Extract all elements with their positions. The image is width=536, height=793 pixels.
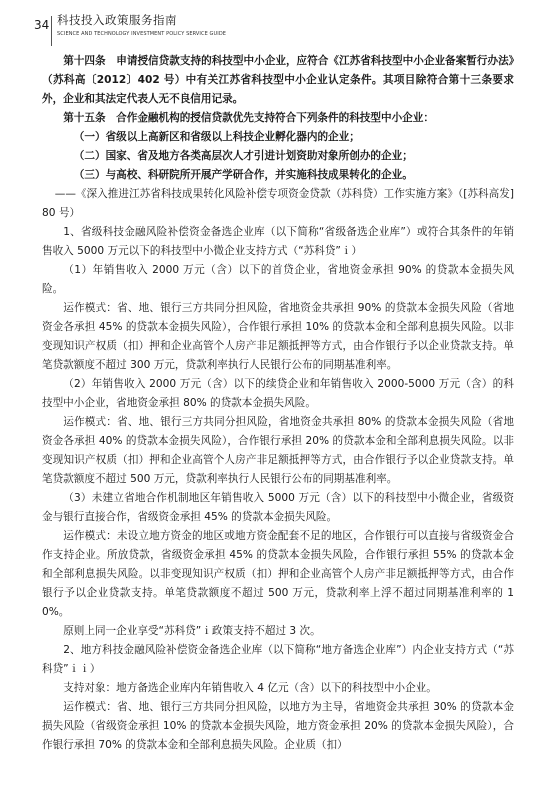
item-1: （1）年销售收入 2000 万元（含）以下的首贷企业，省地资金承担 90% 的贷款本金损失风险。 xyxy=(42,264,514,295)
book-title: 科技投入政策服务指南 xyxy=(57,13,177,27)
item-3: （3）未建立省地合作机制地区年销售收入 5000 万元（含）以下的科技型中小微企业，省级资金与银行直接合作，省级资金承担 45% 的贷款本金损失风险。 xyxy=(42,492,514,523)
header-divider xyxy=(51,16,52,46)
item-3-operation-mode: 运作模式：未设立地方资金的地区或地方资金配套不足的地区，合作银行可以直接与省级资金合作支持企业。所放贷款，省级资金承担 45% 的贷款本金损失风险，合作银行承担 55% 的贷款本金和全部利息损失风险。以非变现知识产权质（扣）押和企业高管个人房产非足额抵押等方式，由合作银行予以企业贷款支持。单笔贷款额度不超过 500 万元，贷款利率上浮不超过同期基准利率的 10%。 xyxy=(42,530,514,618)
section-2-operation-mode: 运作模式：省、地、银行三方共同分担风险，以地方为主导，省地资金共承担 30% 的贷款本金损失风险（省级资金承担 10% 的贷款本金损失风险，地方资金承担 20% 的贷款本金损失风险），合作银行承担 70% 的贷款本金和全部利息损失风险。企业质（扣） xyxy=(42,701,514,751)
page-body xyxy=(42,52,514,755)
item-2-operation-mode: 运作模式：省、地、银行三方共同分担风险，省地资金共承担 80% 的贷款本金损失风险（省地资金各承担 40% 的贷款本金损失风险），合作银行承担 20% 的贷款本金和全部利息损失风险。以非变现知识产权质（扣）押和企业高管个人房产非足额抵押等方式，由合作银行予以企业贷款支持。单笔贷款额度不超过 500 万元，贷款利率执行人民银行公布的同期基准利率。 xyxy=(42,416,514,485)
support-limit-note: 原则上同一企业享受“苏科贷”ｉ政策支持不超过 3 次。 xyxy=(63,625,321,637)
book-title-english: SCIENCE AND TECHNOLOGY INVESTMENT POLICY SERVICE GUIDE xyxy=(57,31,227,37)
page-header xyxy=(34,10,504,50)
condition-1: （一）省级以上高新区和省级以上科技企业孵化器内的企业； xyxy=(73,131,360,143)
condition-2: （二）国家、省及地方各类高层次人才引进计划资助对象所创办的企业； xyxy=(73,150,413,162)
item-2: （2）年销售收入 2000 万元（含）以下的续贷企业和年销售收入 2000-5000 万元（含）的科技型中小企业，省地资金承担 80% 的贷款本金损失风险。 xyxy=(42,378,514,409)
page-number: 34 xyxy=(34,18,50,32)
section-2-heading: 2、地方科技金融风险补偿资金备选企业库（以下简称“地方备选企业库”）内企业支持方式（“苏科贷”ｉｉ） xyxy=(42,644,514,675)
item-1-operation-mode: 运作模式：省、地、银行三方共同分担风险，省地资金共承担 90% 的贷款本金损失风险（省地资金各承担 45% 的贷款本金损失风险），合作银行承担 10% 的贷款本金和全部利息损失风险。以非变现知识产权质（扣）押和企业高管个人房产非足额抵押等方式，由合作银行予以企业贷款支持。单笔贷款额度不超过 300 万元，贷款利率执行人民银行公布的同期基准利率。 xyxy=(42,302,514,371)
article-14: 第十四条 申请授信贷款支持的科技型中小企业，应符合《江苏省科技型中小企业备案暂行办法》（苏科高〔2012〕402 号）中有关江苏省科技型中小企业认定条件。其项目除符合第十三条要求外，企业和其法定代表人无不良信用记录。 xyxy=(42,55,514,105)
section-2-target: 支持对象：地方备选企业库内年销售收入 4 亿元（含）以下的科技型中小企业。 xyxy=(63,682,437,694)
article-15: 第十五条 合作金融机构的授信贷款优先支持符合下列条件的科技型中小企业： xyxy=(63,112,434,124)
source-citation: ——《深入推进江苏省科技成果转化风险补偿专项资金贷款（苏科贷）工作实施方案》（[苏科高发]80 号） xyxy=(42,188,514,219)
condition-3: （三）与高校、科研院所开展产学研合作，并实施科技成果转化的企业。 xyxy=(73,169,413,181)
section-1-heading: 1、省级科技金融风险补偿资金备选企业库（以下简称“省级备选企业库”）或符合其条件的年销售收入 5000 万元以下的科技型中小微企业支持方式（“苏科贷”ｉ） xyxy=(42,226,514,257)
